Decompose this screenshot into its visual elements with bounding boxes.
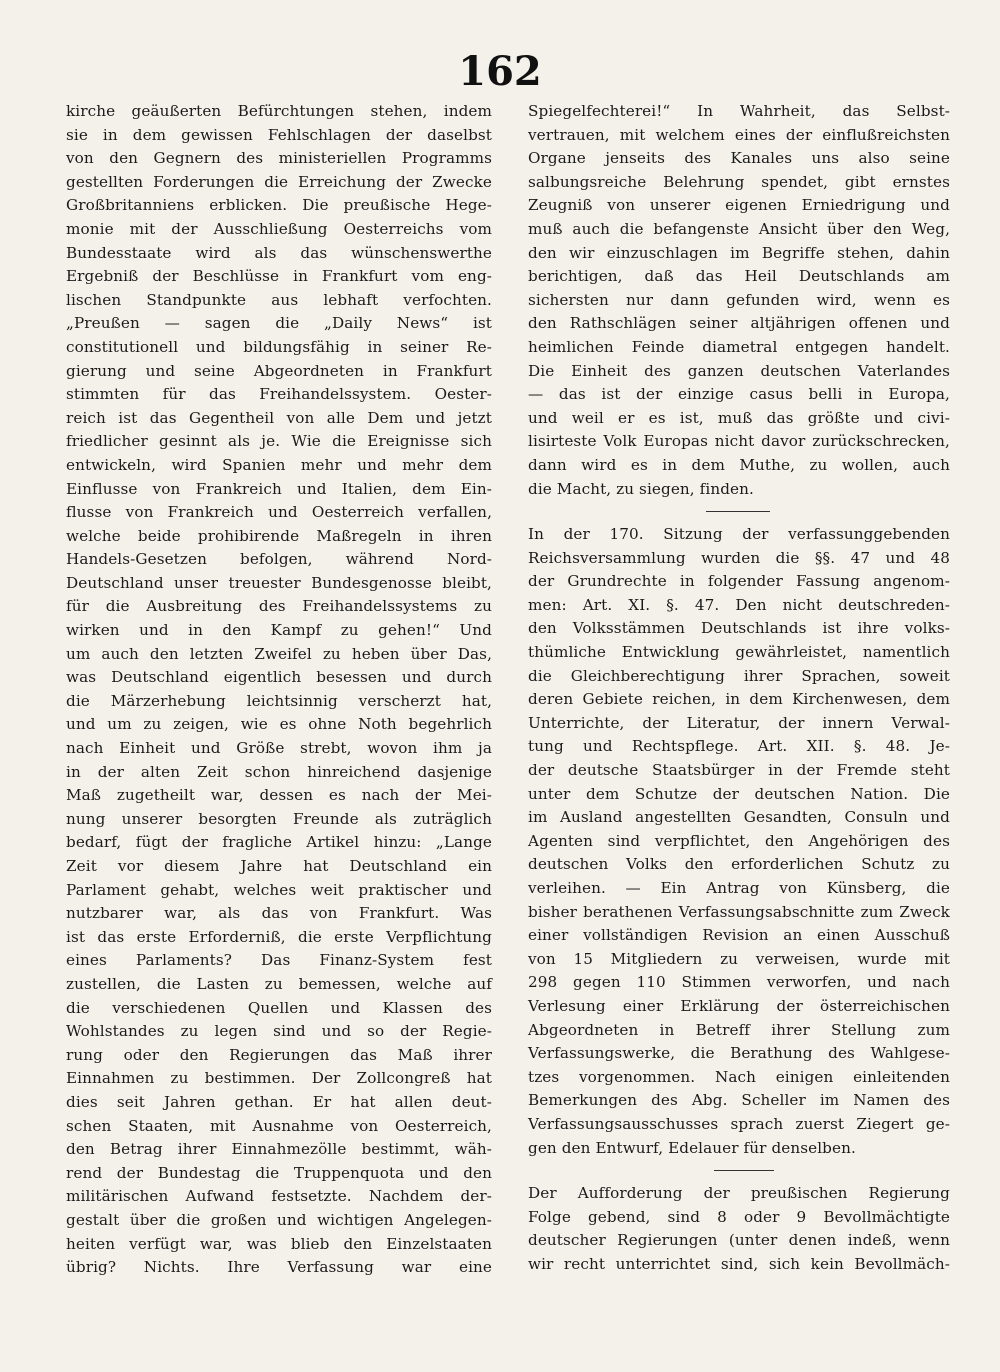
section-divider [528, 501, 950, 523]
text-line: Handels-Gesetzen befolgen, während Nord- [66, 550, 492, 569]
text-line: eines Parlaments? Das Finanz-System fest [66, 951, 492, 970]
text-line: Spiegelfechterei!“ In Wahrheit, das Selbst- [528, 102, 950, 120]
text-line: bedarf, fügt der fragliche Artikel hinzu: „Lange [66, 833, 492, 852]
text-line: Zeit vor diesem Jahre hat Deutschland ein [66, 857, 492, 875]
right-column [528, 100, 950, 1277]
text-line: rung oder den Regierungen das Maß ihrer [66, 1045, 492, 1064]
text-line: Einnahmen zu bestimmen. Der Zollcongreß hat [66, 1069, 492, 1088]
text-line: von den Gegnern des ministeriellen Programms [66, 149, 492, 168]
text-line: Großbritanniens erblicken. Die preußische Hege- [66, 196, 492, 215]
text-line: Zeugniß von unserer eigenen Erniedrigung und [528, 196, 950, 215]
text-line: militärischen Aufwand festsetzte. Nachdem der- [66, 1187, 492, 1206]
text-line: Maß zugetheilt war, dessen es nach der Mei- [66, 786, 492, 805]
text-line: Einflusse von Frankreich und Italien, dem Ein- [66, 479, 492, 498]
text-line: wir recht unterrichtet sind, sich kein Bevollmäch- [528, 1254, 950, 1273]
text-line: Agenten sind verpflichtet, den Angehörigen des [528, 831, 950, 850]
text-line: zustellen, die Lasten zu bemessen, welche auf [66, 974, 492, 993]
text-line: die Macht, zu siegen, finden. [528, 479, 754, 498]
text-line: und weil er es ist, muß das größte und civi- [528, 408, 950, 427]
text-line: den Rathschlägen seiner altjährigen offenen und [528, 314, 950, 333]
text-line: Abgeordneten in Betreff ihrer Stellung zum [528, 1020, 950, 1039]
text-line: der Grundrechte in folgender Fassung angenom- [528, 572, 950, 591]
text-line: unter dem Schutze der deutschen Nation. Die [528, 784, 950, 803]
text-line: im Ausland angestellten Gesandten, Consuln und [528, 808, 950, 827]
text-line: die Märzerhebung leichtsinnig verscherzt hat, [66, 691, 492, 710]
divider-line [714, 1170, 774, 1171]
text-line: die verschiedenen Quellen und Klassen des [66, 998, 492, 1017]
text-line: gen den Entwurf, Edelauer für denselben. [528, 1138, 856, 1157]
section-divider [528, 1160, 950, 1182]
text-line: lischen Standpunkte aus lebhaft verfochten. [66, 290, 492, 309]
text-line: gestalt über die großen und wichtigen Angelegen- [66, 1210, 492, 1229]
text-line: in der alten Zeit schon hinreichend dasjenige [66, 762, 492, 781]
text-line: dann wird es in dem Muthe, zu wollen, auch [528, 455, 950, 474]
text-line: constitutionell und bildungsfähig in seiner Re- [66, 337, 492, 356]
text-line: 298 gegen 110 Stimmen verworfen, und nach [528, 973, 950, 992]
text-line: bisher berathenen Verfassungsabschnitte zum Zweck [528, 902, 950, 921]
page-number: 162 [458, 48, 542, 95]
text-line: nach Einheit und Größe strebt, wovon ihm ja [66, 739, 492, 758]
text-line: deutschen Volks den erforderlichen Schutz zu [528, 855, 950, 874]
text-line: muß auch die befangenste Ansicht über den Weg, [528, 219, 950, 238]
text-line: Verfassungsausschusses sprach zuerst Ziegert ge- [528, 1114, 950, 1133]
text-line: „Preußen — sagen die „Daily News“ ist [66, 314, 492, 333]
text-line: gierung und seine Abgeordneten in Frankfurt [66, 361, 492, 380]
text-line: Verlesung einer Erklärung der österreichischen [528, 996, 950, 1015]
text-line: Bemerkungen des Abg. Scheller im Namen des [528, 1091, 950, 1110]
text-line: verleihen. — Ein Antrag von Künsberg, die [528, 879, 950, 897]
text-line: um auch den letzten Zweifel zu heben über Das, [66, 644, 492, 663]
text-line: — das ist der einzige casus belli in Europa, [528, 385, 950, 404]
text-line: Der Aufforderung der preußischen Regierung [528, 1184, 950, 1203]
text-line: den wir einzuschlagen im Begriffe stehen, dahin [528, 243, 950, 262]
text-line: friedlicher gesinnt als je. Wie die Ereignisse sich [66, 432, 492, 451]
text-line: schen Staaten, mit Ausnahme von Oesterreich, [66, 1116, 492, 1135]
text-line: den Volksstämmen Deutschlands ist ihre volks- [528, 619, 950, 638]
right-paragraph-3 [528, 1182, 950, 1276]
text-line: reich ist das Gegentheil von alle Dem und jetzt [66, 408, 492, 427]
text-line: kirche geäußerten Befürchtungen stehen, indem [66, 102, 492, 120]
text-line: wirken und in den Kampf zu gehen!“ Und [66, 621, 492, 640]
text-line: salbungsreiche Belehrung spendet, gibt ernstes [528, 172, 950, 191]
text-line: was Deutschland eigentlich besessen und durch [66, 668, 492, 687]
text-line: welche beide prohibirende Maßregeln in ihren [66, 526, 492, 545]
text-line: Verfassungswerke, die Berathung des Wahlgese- [528, 1044, 950, 1063]
text-line: sichersten nur dann gefunden wird, wenn es [528, 290, 950, 309]
right-paragraph-2 [528, 523, 950, 1160]
text-line: nung unserer besorgten Freunde als zuträglich [66, 809, 492, 828]
text-line: ist das erste Erforderniß, die erste Verpflichtung [66, 927, 492, 946]
text-line: Wohlstandes zu legen sind und so der Regie- [66, 1022, 492, 1041]
right-paragraph-1 [528, 100, 950, 501]
text-line: men: Art. XI. §. 47. Den nicht deutschreden- [528, 595, 950, 614]
text-line: Deutschland unser treuester Bundesgenosse bleibt, [66, 573, 492, 592]
text-line: stimmten für das Freihandelssystem. Oester- [66, 385, 492, 404]
text-line: Organe jenseits des Kanales uns also seine [528, 149, 950, 168]
text-line: dies seit Jahren gethan. Er hat allen deut- [66, 1092, 492, 1111]
text-line: Unterrichte, der Literatur, der innern Verwal- [528, 713, 950, 732]
text-line: gestellten Forderungen die Erreichung der Zwecke [66, 172, 492, 191]
text-line: Ergebniß der Beschlüsse in Frankfurt vom eng- [66, 267, 492, 286]
text-line: übrig? Nichts. Ihre Verfassung war eine [66, 1258, 492, 1277]
text-line: einer vollständigen Revision an einen Ausschuß [528, 926, 950, 945]
text-line: tzes vorgenommen. Nach einigen einleitenden [528, 1067, 950, 1086]
text-line: für die Ausbreitung des Freihandelssystems zu [66, 597, 492, 616]
text-line: deutscher Regierungen (unter denen indeß, wenn [528, 1231, 950, 1250]
text-line: Reichsversammlung wurden die §§. 47 und 48 [528, 548, 950, 567]
text-line: In der 170. Sitzung der verfassunggebenden [528, 525, 950, 544]
text-line: lisirteste Volk Europas nicht davor zurückschrecken, [528, 432, 950, 451]
text-line: Parlament gehabt, welches weit praktischer und [66, 880, 492, 899]
divider-line [706, 511, 770, 512]
text-line: die Gleichberechtigung ihrer Sprachen, soweit [528, 666, 950, 685]
text-line: sie in dem gewissen Fehlschlagen der daselbst [66, 125, 492, 144]
text-line: Bundesstaate wird als das wünschenswerthe [66, 243, 492, 262]
text-line: entwickeln, wird Spanien mehr und mehr dem [66, 455, 492, 474]
text-line: der deutsche Staatsbürger in der Fremde steht [528, 761, 950, 780]
text-line: nutzbarer war, als das von Frankfurt. Was [66, 904, 492, 923]
text-line: Folge gebend, sind 8 oder 9 Bevollmächtigte [528, 1207, 950, 1226]
text-line: heiten verfügt war, was blieb den Einzelstaaten [66, 1234, 492, 1253]
text-line: vertrauen, mit welchem eines der einflußreichsten [528, 125, 950, 144]
text-line: deren Gebiete reichen, in dem Kirchenwesen, dem [528, 690, 950, 709]
text-line: monie mit der Ausschließung Oesterreichs vom [66, 219, 492, 238]
left-column [66, 100, 492, 1280]
text-line: berichtigen, daß das Heil Deutschlands am [528, 267, 950, 286]
text-line: thümliche Entwicklung gewährleistet, namentlich [528, 643, 950, 662]
text-line: Die Einheit des ganzen deutschen Vaterlandes [528, 361, 950, 380]
text-line: heimlichen Feinde diametral entgegen handelt. [528, 337, 950, 356]
text-line: und um zu zeigen, wie es ohne Noth begehrlich [66, 715, 492, 734]
text-line: tung und Rechtspflege. Art. XII. §. 48. Je- [528, 737, 950, 756]
text-line: von 15 Mitgliedern zu verweisen, wurde mit [528, 949, 950, 968]
text-line: den Betrag ihrer Einnahmezölle bestimmt, wäh- [66, 1140, 492, 1159]
text-line: rend der Bundestag die Truppenquota und den [66, 1163, 492, 1182]
text-line: flusse von Frankreich und Oesterreich verfallen, [66, 503, 492, 522]
